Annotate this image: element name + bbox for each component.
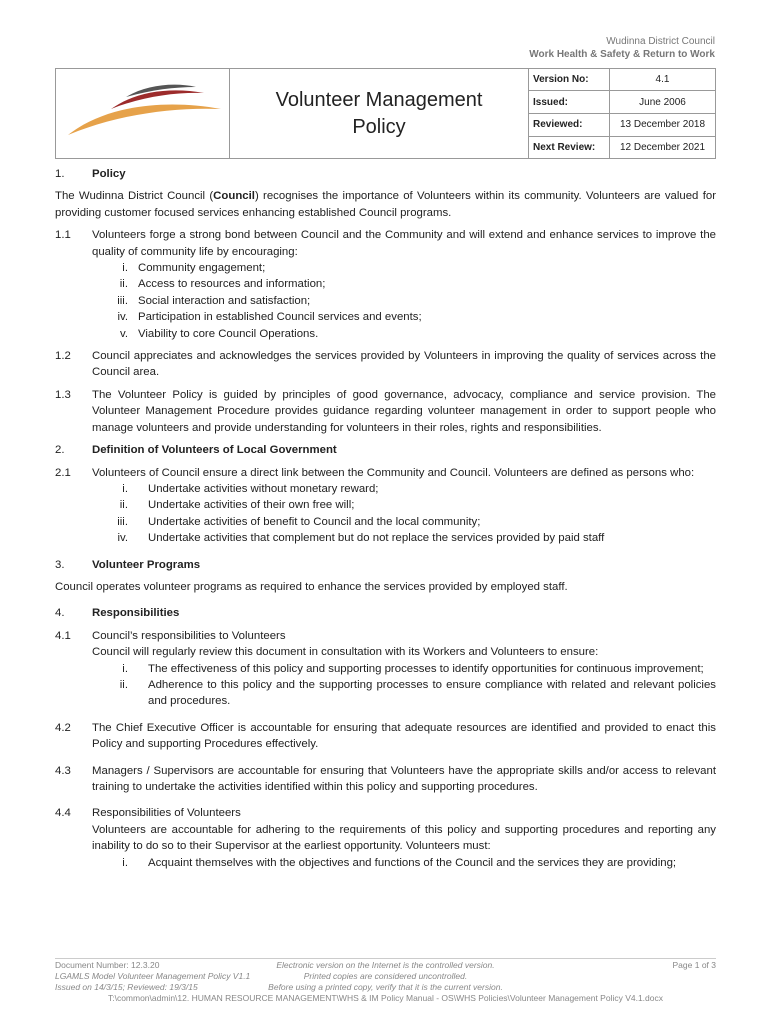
list-item [92,514,716,530]
meta-value: 12 December 2021 [619,141,706,153]
clause-text: Volunteers are accountable for adhering to the requirements of this policy and supporting procedures and reporting any inability to do so to their Supervisor at the earliest opportunity. Volunteers must: [92,823,716,853]
document-header-org [529,35,715,61]
clause [55,805,716,871]
list-text: Undertake activities of their own free will; [148,499,355,512]
text-run: The Wudinna District Council ( [55,190,214,203]
clause-body [92,805,716,871]
section-title: Policy [92,168,126,180]
footer-notice-1: Electronic version on the Internet is the controlled version. [276,960,495,970]
clause-number: 1.3 [55,388,71,401]
bold-term: Council [213,190,255,203]
list-item [92,309,716,325]
title-line-2: Policy [352,115,406,138]
document-title [230,69,529,159]
list-marker: v. [119,327,128,340]
list-item [92,276,716,292]
list-item [92,497,716,513]
clause [55,387,716,436]
clause [55,227,716,342]
list-item [92,677,716,710]
list-item [92,661,716,677]
title-line-1: Volunteer Management [275,88,483,111]
clause-text: The Volunteer Policy is guided by principles of good governance, advocacy, compliance and service provision. The Volunteer Management Procedure provides guidance regarding volunteer management in order to support people who manage volunteers and provide understanding for volunteers in their roles, rights and responsibilities. [92,388,716,434]
list-text: The effectiveness of this policy and supporting processes to identify opportunities for continuous improvement; [148,662,704,675]
page-number: Page 1 of 3 [672,960,716,970]
footer-notice-2: Printed copies are considered uncontrolled. [303,971,468,981]
roman-list [92,481,716,547]
document-body [55,160,716,871]
department-name: Work Health & Safety & Return to Work [529,49,715,60]
meta-key: Version No: [529,69,610,91]
clause-subtitle: Responsibilities of Volunteers [92,807,241,820]
meta-key: Issued: [529,91,610,114]
list-text: Access to resources and information; [138,278,326,291]
list-item [92,855,716,871]
list-text: Undertake activities of benefit to Council and the local community; [148,515,481,528]
list-text: Undertake activities that complement but do not replace the services provided by paid staff [148,532,605,545]
meta-row [529,136,715,158]
list-item [92,530,716,546]
list-marker: iii. [117,294,128,307]
meta-value: 13 December 2018 [610,113,716,136]
list-marker: iv. [117,311,128,324]
list-text: Adherence to this policy and the supporting processes to ensure compliance with related and relevant policies and procedures. [148,678,716,708]
clause [55,628,716,710]
section-heading [55,442,716,458]
footer-rule [55,958,716,959]
clause-subtitle: Council’s responsibilities to Volunteers [92,629,286,642]
clause-number: 4.2 [55,721,71,734]
meta-row [529,69,715,91]
list-item [92,260,716,276]
roman-list [92,855,716,871]
clause [55,348,716,381]
text-run: ) recognises the importance of Volunteers within its community. Volunteers are valued for providing customer focused services enhancing established Council programs. [55,190,716,219]
clause-number: 4.1 [55,629,71,642]
list-marker: iii. [117,515,128,528]
clause-number: 4.3 [55,764,71,777]
clause [55,720,716,753]
paragraph: Council operates volunteer programs as required to enhance the services provided by employed staff. [55,580,568,593]
clause [55,763,716,796]
logo-cell [56,69,230,159]
meta-cell [529,69,716,159]
list-marker: i. [122,482,128,495]
clause [55,465,716,547]
meta-row [529,91,715,114]
section-number: 4. [55,607,65,620]
meta-row [529,113,715,136]
section-heading [55,605,716,621]
footer-issued: Issued on 14/3/15; Reviewed: 19/3/15 [55,982,198,992]
org-name: Wudinna District Council [606,36,715,47]
list-item [92,481,716,497]
header-table [55,68,716,159]
list-marker: i. [122,262,128,275]
meta-key: Reviewed: [529,113,610,136]
council-logo [56,69,229,153]
list-marker: i. [122,662,128,675]
meta-key: Next Review: [529,136,610,158]
footer-model-policy: LGAMLS Model Volunteer Management Policy V1.1 [55,971,251,981]
footer-doc-number: Document Number: 12.3.20 [55,960,160,970]
section-title: Responsibilities [92,607,180,620]
clause-text: Volunteers of Council ensure a direct link between the Community and Council. Volunteers are defined as persons who: [92,466,695,479]
clause-text: Volunteers forge a strong bond between Council and the Community and will extend and enhance services to improve the quality of community life by encouraging: [92,229,716,258]
clause-text: Managers / Supervisors are accountable for ensuring that Volunteers have the appropriate skills and/or access to relevant training to undertake the activities identified within this policy and supporting procedures. [92,764,716,793]
list-marker: ii. [119,678,128,691]
clause-text: Council will regularly review this document in consultation with its Workers and Volunteers to ensure: [92,646,599,659]
footer-file-path: T:\common\admin\12. HUMAN RESOURCE MANAGEMENT\WHS & IM Policy Manual - OS\WHS Policies\Volunteer Management Policy V4.1.docx [107,993,664,1003]
list-text: Community engagement; [138,262,266,275]
clause-body [92,227,716,342]
meta-value: 4.1 [610,69,716,91]
section-number: 1. [55,168,65,180]
list-item [92,326,716,342]
list-marker: ii. [119,278,128,291]
list-text: Undertake activities without monetary reward; [148,482,379,495]
section-heading [55,557,716,573]
list-text: Acquaint themselves with the objectives and functions of the Council and the services they are providing; [148,856,677,869]
section-title: Volunteer Programs [92,558,201,571]
footer-notice-3: Before using a printed copy, verify that it is the current version. [268,982,503,992]
clause-number: 1.1 [55,229,71,242]
version-table [529,69,715,158]
section-number: 3. [55,558,65,571]
list-marker: i. [122,856,128,869]
list-text: Viability to core Council Operations. [138,327,319,340]
clause-number: 2.1 [55,466,71,479]
clause-text: Council appreciates and acknowledges the services provided by Volunteers in improving the quality of services across the Council area. [92,350,716,379]
list-marker: ii. [119,499,128,512]
section-heading [55,166,716,182]
section-number: 2. [55,444,65,457]
clause-text: The Chief Executive Officer is accountable for ensuring that adequate resources are identified and provided to enact this Policy and supporting Procedures effectively. [92,721,716,751]
roman-list [92,661,716,710]
meta-value: June 2006 [610,91,716,114]
list-marker: iv. [117,532,128,545]
clause-number: 4.4 [55,807,71,820]
list-text: Participation in established Council services and events; [138,311,422,324]
section-title: Definition of Volunteers of Local Government [92,444,337,457]
logo-swoosh-orange [68,105,221,135]
list-item [92,293,716,309]
clause-body [92,465,716,547]
roman-list [92,260,716,342]
paragraph [55,188,716,221]
clause-body [92,628,716,710]
clause-number: 1.2 [55,350,71,363]
list-text: Social interaction and satisfaction; [138,294,311,307]
